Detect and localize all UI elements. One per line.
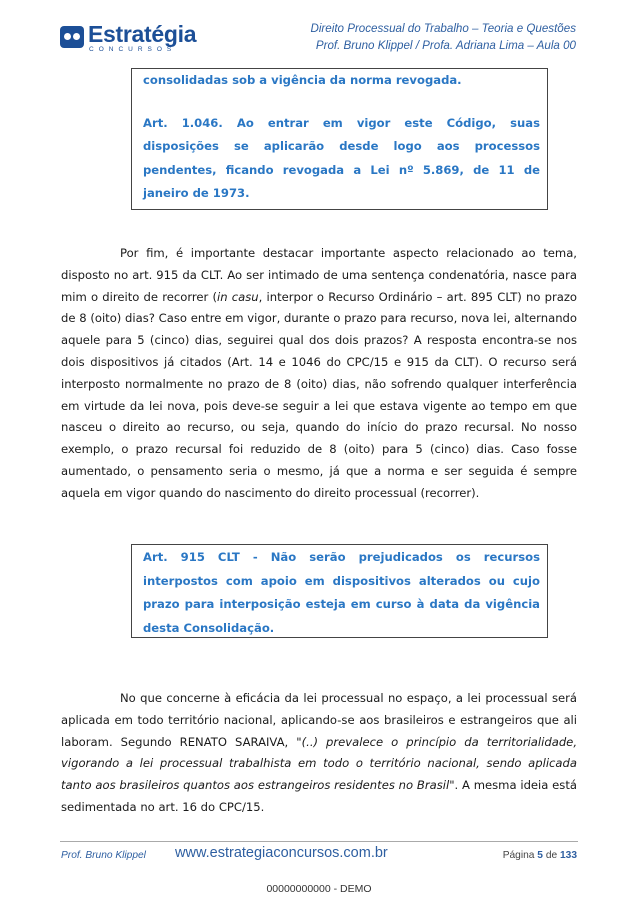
quote-line: janeiro de 1973. [143, 186, 250, 200]
quote-line: interpostos com apoio em dispositivos alterados ou cujo [143, 573, 540, 588]
quote-line: desta Consolidação. [143, 620, 275, 635]
quote-line: Art. 1.046. Ao entrar em vigor este Código, suas [143, 115, 540, 130]
paragraph-italic: in casu [217, 289, 259, 304]
quote-line: Art. 915 CLT - Não serão prejudicados os recursos [143, 550, 540, 564]
page-current: 5 [537, 850, 543, 861]
course-professors: Prof. Bruno Klippel / Profa. Adriana Lima – Aula 00 [315, 39, 576, 52]
paragraph-text: No que concerne à eficácia da lei processual no espaço, a lei processual será aplicada em todo território nacional, aplicando-se aos brasileiros e estrangeiros que ali laboram. Segundo RENATO SARAIVA, " [61, 691, 577, 749]
paragraph-text: , interpor o Recurso Ordinário – art. 895 CLT) no prazo de 8 (oito) dias? Caso entre em vigor, durante o prazo para recurso, nova lei, alternando aquele para 5 (cinco) dias, seguirei qual dos dois prazos? A resposta encontra-se nos dois dispositivos já citados (Art. 14 e 1046 do CPC/15 e 915 da CLT). O recurso será interposto normalmente no prazo de 8 (oito) dias, não sofrendo qualquer interferência em virtude da lei nova, pois deve-se seguir a lei que estava vigente ao tempo em que nasceu o direito ao recurso, ou seja, quando do início do prazo recursal. No nosso exemplo, o prazo recursal foi reduzido de 8 (oito) para 5 (cinco) dias. Caso fosse aumentado, o pensamento seria o mesmo, já que a norma e ser seguida é sempre aquela em vigor quando do nascimento do direito processual (recorrer). [61, 289, 578, 500]
page-total: 133 [560, 850, 577, 861]
footer-url-link[interactable]: www.estrategiaconcursos.com.br [175, 845, 388, 861]
paragraph-text: Por fim, é importante destacar importante aspecto relacionado ao tema, disposto no art. 915 da CLT. Ao ser intimado de uma sentença condenatória, nasce para mim o direito de recorrer ( [61, 246, 577, 304]
page-of-label: de [545, 850, 558, 861]
quote-line: disposições se aplicarão desde logo aos processos [143, 139, 540, 153]
footer-divider [60, 841, 578, 842]
body-paragraph [61, 688, 577, 819]
legal-quote-clt-915 [131, 544, 548, 638]
page-header [310, 20, 576, 54]
paragraph-italic: (..) prevalece o princípio da territorialidade, vigorando a lei processual trabalhista em todo o território nacional, sendo aplicada tanto aos brasileiros quantos aos estrangeiros residentes no Brasil [61, 734, 578, 793]
quote-line: consolidadas sob a vigência da norma revogada. [143, 73, 462, 87]
owl-logo-icon [60, 26, 84, 48]
body-paragraph [61, 243, 577, 505]
footer-author: Prof. Bruno Klippel [61, 850, 146, 861]
logo-name: Estratégia [88, 21, 197, 47]
page-label: Página [502, 850, 535, 861]
quote-line: pendentes, ficando revogada a Lei nº 5.869, de 11 de [143, 162, 540, 177]
page-number [503, 850, 577, 861]
legal-quote-cpc-1046 [131, 68, 548, 210]
course-title: Direito Processual do Trabalho – Teoria e Questões [310, 22, 576, 35]
quote-line: prazo para interposição esteja em curso à data da vigência [143, 597, 540, 611]
demo-watermark: 00000000000 - DEMO [266, 883, 372, 895]
paragraph-text: ". A mesma ideia está sedimentada no art. 16 do CPC/15. [61, 778, 577, 814]
logo-subtitle: CONCURSOS [89, 46, 177, 53]
